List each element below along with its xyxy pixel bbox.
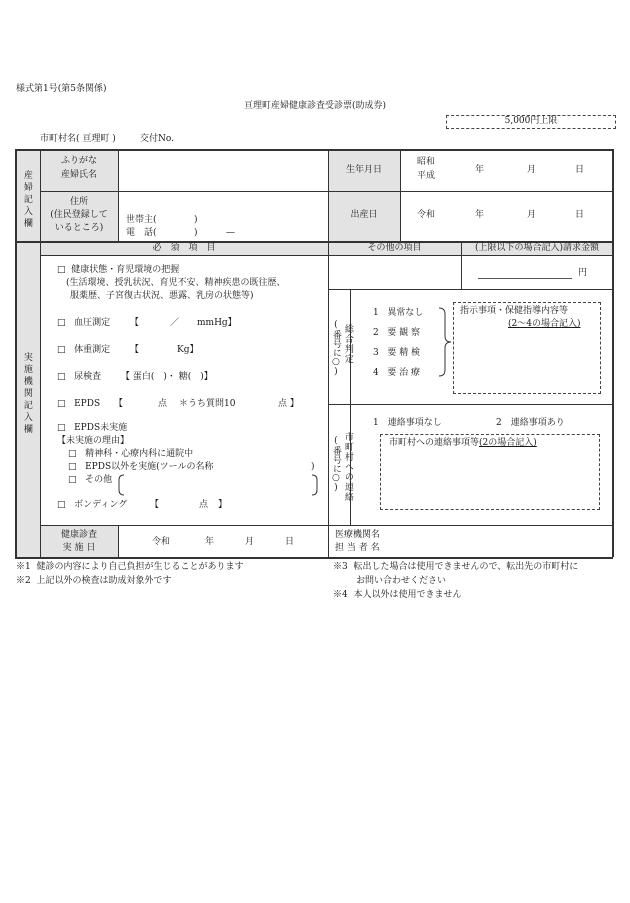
- birth-day-unit: 日: [575, 165, 585, 175]
- contact-label: 市町村への連絡: [342, 432, 353, 502]
- epds-open: 【: [114, 399, 124, 409]
- checkbox-reason-tool[interactable]: □: [68, 462, 77, 472]
- note-2: [16, 576, 171, 587]
- epds-not-done-item: [57, 423, 127, 434]
- municipality-name: 亘理町: [82, 134, 110, 144]
- health-item: [57, 265, 179, 276]
- epds-close: 点 】: [278, 399, 299, 409]
- epds-not-done-label: EPDS未実施: [74, 423, 128, 433]
- table-bottom: [15, 557, 613, 559]
- judgment-3[interactable]: [373, 348, 420, 359]
- judgment-bottom: [328, 404, 613, 405]
- bp-slash: ／: [170, 318, 180, 328]
- bp-unit: mmHg】: [197, 318, 237, 328]
- bonding-item: [57, 500, 127, 511]
- judgment-4[interactable]: [373, 368, 420, 379]
- note-3-text: 転出した場合は使用できませんので、転出先の市町村に: [353, 562, 579, 572]
- overall-circle-note: (番号に○): [330, 320, 341, 377]
- institution-label: 医療機関名: [335, 530, 381, 540]
- form-title: 亘理町産婦健康診査受診票(助成券): [243, 101, 387, 111]
- householder-close: ): [194, 215, 198, 225]
- note-4: [333, 590, 461, 601]
- section-mother-label: 産婦記入欄: [21, 170, 32, 230]
- epds-item: [57, 399, 100, 410]
- judgment-1-text: 異常なし: [387, 308, 424, 318]
- delivery-year-unit: 年: [475, 210, 485, 220]
- bp-open: 【: [130, 318, 140, 328]
- weight-label: 体重測定: [74, 345, 111, 355]
- overall-label: 総合判定: [342, 324, 353, 364]
- exam-era-reiwa: 令和: [152, 537, 171, 547]
- health-detail-1: (生活環境、授乳状況、育児不安、精神疾患の既往歴、: [66, 278, 286, 288]
- required-items-header: 必 須 項 目: [152, 243, 216, 253]
- claim-bottom: [328, 289, 613, 290]
- exam-day-unit: 日: [285, 537, 295, 547]
- delivery-date-label: 出産日: [350, 210, 378, 220]
- delivery-day-unit: 日: [575, 210, 585, 220]
- form-number: 様式第1号(第5条関係): [16, 84, 107, 94]
- checkbox-bp[interactable]: □: [57, 318, 66, 328]
- furigana-label: ふりがな: [60, 156, 97, 166]
- address-label-3: いるところ): [54, 223, 104, 233]
- table-left: [15, 149, 17, 557]
- municipality-line: [40, 134, 116, 145]
- checkbox-epds-not-done[interactable]: □: [57, 423, 66, 433]
- bonding-close: 】: [218, 500, 228, 510]
- bp-item: [57, 318, 110, 329]
- birth-year-unit: 年: [475, 165, 485, 175]
- delivery-month-unit: 月: [527, 210, 537, 220]
- note-1: [16, 562, 243, 573]
- urine-label: 尿検査: [74, 372, 102, 382]
- note-2-mark: ※2: [16, 576, 31, 586]
- reason-misc-bracket-left: [117, 474, 125, 496]
- municipality-label: 市町村名(: [40, 134, 80, 144]
- name-field[interactable]: [119, 150, 327, 190]
- judgment-3-text: 要 精 検: [387, 348, 421, 358]
- yen-label: 円: [578, 268, 588, 278]
- judgment-1[interactable]: [373, 308, 423, 319]
- householder-label: 世帯主(: [126, 215, 157, 225]
- weight-open: 【: [130, 345, 140, 355]
- checkbox-reason-misc[interactable]: □: [68, 475, 77, 485]
- weight-unit: Kg】: [177, 345, 199, 355]
- address-label-1: 住所: [69, 197, 88, 207]
- exam-date-label-1: 健康診査: [60, 530, 97, 540]
- birth-month-unit: 月: [527, 165, 537, 175]
- reason-misc-item: [68, 475, 112, 486]
- era-showa: 昭和: [417, 157, 436, 167]
- other-items-header: その他の項目: [367, 243, 422, 253]
- note-2-text: 上記以外の検査は助成対象外です: [36, 576, 172, 586]
- row-divider-1: [40, 191, 613, 192]
- instruction-note: (2〜4の場合記入): [508, 319, 581, 329]
- claim-amount-line: [478, 278, 572, 279]
- bonding-label: ボンディング: [74, 500, 128, 510]
- reason-misc-label: その他: [85, 475, 113, 485]
- urine-content: 【 蛋白( )・ 糖( )】: [121, 372, 213, 382]
- reason-misc-bracket-right: [311, 474, 319, 496]
- judgment-brace: [437, 306, 453, 378]
- bonding-open: 【: [150, 500, 160, 510]
- reason-psych-label: 精神科・心療内科に通院中: [85, 449, 194, 459]
- reason-tool-close: ): [311, 462, 315, 472]
- note-1-text: 健診の内容により自己負担が生じることがあります: [36, 562, 244, 572]
- exam-month-unit: 月: [245, 537, 255, 547]
- judgment-2-num: 2: [373, 328, 379, 338]
- contact-box-line: [389, 438, 537, 449]
- phone-label: 電 話(: [126, 228, 157, 238]
- note-3: [333, 562, 578, 573]
- exam-date-label-2: 実 施 日: [62, 543, 96, 553]
- era-heisei: 平成: [417, 171, 436, 181]
- judgment-1-num: 1: [373, 308, 379, 318]
- section-institution-label: 実施機関記入欄: [21, 352, 32, 436]
- epds-q10: ＊うち質問10: [179, 399, 236, 409]
- contact-box[interactable]: [380, 434, 600, 510]
- bonding-points: 点: [199, 500, 209, 510]
- judgment-4-text: 要 治 療: [387, 368, 421, 378]
- items-header-bottom: [40, 255, 613, 256]
- checkbox-health[interactable]: □: [57, 265, 66, 275]
- epds-points: 点: [158, 399, 168, 409]
- birthdate-divider-left: [328, 149, 329, 241]
- era-reiwa: 令和: [417, 210, 436, 220]
- note-3-mark: ※3: [333, 562, 348, 572]
- reason-psych-item: [68, 449, 193, 460]
- bp-label: 血圧測定: [74, 318, 111, 328]
- judgment-2[interactable]: [373, 328, 420, 339]
- note-1-mark: ※1: [16, 562, 31, 572]
- health-detail-2: 服薬歴、子宮復古状況、悪露、乳房の状態等): [70, 291, 254, 301]
- claim-header: (上限以下の場合記入)請求金額: [474, 243, 600, 253]
- note-4-text: 本人以外は使用できません: [353, 590, 462, 600]
- epds-label: EPDS: [74, 399, 101, 409]
- note-4-mark: ※4: [333, 590, 348, 600]
- address-label-2: (住民登録して: [50, 210, 108, 220]
- weight-item: [57, 345, 110, 356]
- judgment-4-num: 4: [373, 368, 379, 378]
- health-item-label: 健康状態・育児環境の把握: [71, 265, 180, 275]
- checkbox-urine[interactable]: □: [57, 372, 66, 382]
- staff-label: 担 当 者 名: [335, 543, 380, 553]
- limit-box: [446, 115, 616, 129]
- checkbox-weight[interactable]: □: [57, 345, 66, 355]
- contact-box-text: 市町村への連絡事項等: [389, 438, 480, 448]
- table-right: [612, 149, 614, 557]
- checkbox-reason-psych[interactable]: □: [68, 449, 77, 459]
- note-3-cont: お問い合わせください: [356, 576, 447, 586]
- contact-box-note: (2の場合記入): [479, 438, 537, 448]
- issue-no-label: 交付No.: [140, 134, 174, 144]
- municipality-close: ): [112, 134, 116, 144]
- judgment-2-text: 要 観 察: [387, 328, 421, 338]
- contact-none[interactable]: 1 連絡事項なし: [373, 418, 442, 428]
- judgment-3-num: 3: [373, 348, 379, 358]
- limit-label: 5,000円上限: [504, 116, 558, 126]
- name-label: 産婦氏名: [60, 170, 97, 180]
- contact-circle-note: (番号に○): [330, 436, 341, 493]
- instruction-text: 指示事項・保健指導内容等: [460, 306, 569, 316]
- exam-year-unit: 年: [205, 537, 215, 547]
- checkbox-epds[interactable]: □: [57, 399, 66, 409]
- phone-dash: —: [226, 228, 235, 238]
- birthdate-label: 生年月日: [345, 165, 382, 175]
- contact-yes[interactable]: 2 連絡事項あり: [496, 418, 565, 428]
- urine-item: [57, 372, 101, 383]
- reason-tool-label: EPDS以外を実施(ツールの名称: [85, 462, 214, 472]
- reason-tool-item: [68, 462, 213, 473]
- birthdate-divider-right: [400, 149, 401, 241]
- phone-close: ): [194, 228, 198, 238]
- reason-header: 【未実施の理由】: [57, 436, 130, 446]
- exam-date-divider: [118, 525, 119, 557]
- checkbox-bonding[interactable]: □: [57, 500, 66, 510]
- instruction-box[interactable]: [453, 302, 601, 394]
- exam-date-top: [40, 525, 613, 526]
